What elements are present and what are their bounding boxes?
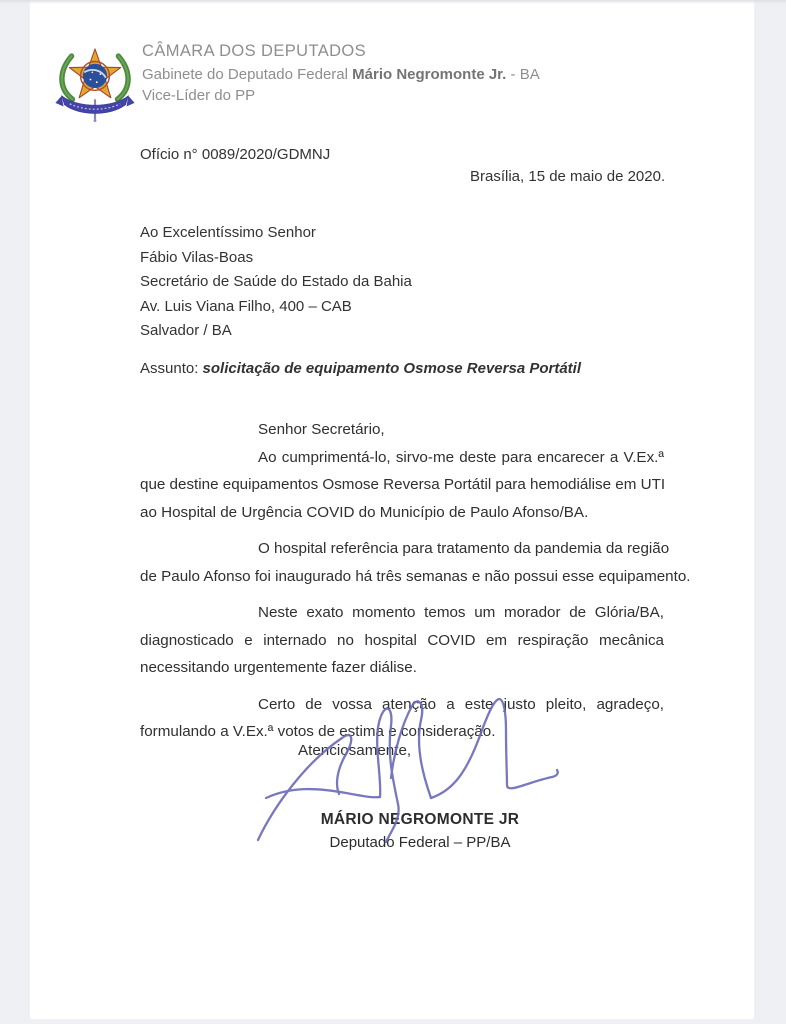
body-line: Certo de vossa atenção a este justo pleito, agradeço, bbox=[258, 695, 664, 713]
letterhead-org: CÂMARA DOS DEPUTADOS bbox=[142, 42, 367, 60]
body-line: que destine equipamentos Osmose Reversa Portátil para hemodiálise em UTI bbox=[140, 476, 666, 493]
recipient-line: Salvador / BA bbox=[140, 322, 232, 339]
recipient-line: Ao Excelentíssimo Senhor bbox=[140, 224, 316, 241]
letter-page bbox=[30, 0, 754, 1019]
body-line: Ao cumprimentá-lo, sirvo-me deste para encarecer a V.Ex.ª bbox=[258, 448, 664, 466]
valediction: Atenciosamente, bbox=[298, 742, 412, 759]
signer-name: MÁRIO NEGROMONTE JR bbox=[320, 811, 520, 828]
letterhead bbox=[142, 42, 540, 106]
oficio-number: Ofício n° 0089/2020/GDMNJ bbox=[140, 146, 331, 163]
recipient-line: Secretário de Saúde do Estado da Bahia bbox=[140, 273, 412, 290]
letterhead-role: Vice-Líder do PP bbox=[142, 87, 256, 104]
subject-label: Assunto: bbox=[140, 360, 203, 377]
recipient-line: Fábio Vilas-Boas bbox=[140, 248, 254, 266]
body-line: necessitando urgentemente fazer diálise. bbox=[140, 659, 417, 676]
dateline: Brasília, 15 de maio de 2020. bbox=[470, 168, 666, 185]
body-line: ao Hospital de Urgência COVID do Município de Paulo Afonso/BA. bbox=[140, 503, 589, 521]
body-line: O hospital referência para tratamento da pandemia da região bbox=[258, 540, 670, 557]
letterhead-office bbox=[142, 64, 540, 85]
recipient-block bbox=[140, 221, 412, 344]
brazil-coat-of-arms-icon bbox=[50, 36, 140, 123]
paragraph bbox=[140, 444, 664, 527]
paragraph bbox=[140, 599, 664, 682]
office-suffix: - BA bbox=[506, 66, 540, 83]
body-line: diagnosticado e internado no hospital COVID em respiração mecânica bbox=[140, 631, 664, 649]
office-prefix: Gabinete do Deputado Federal bbox=[142, 66, 353, 83]
paragraph bbox=[140, 691, 664, 746]
subject-value: solicitação de equipamento Osmose Reversa Portátil bbox=[202, 360, 582, 377]
paragraph bbox=[140, 535, 691, 590]
salutation: Senhor Secretário, bbox=[258, 421, 385, 438]
recipient-line: Av. Luis Viana Filho, 400 – CAB bbox=[140, 297, 352, 315]
subject-line bbox=[140, 360, 581, 377]
body-line: Neste exato momento temos um morador de Glória/BA, bbox=[258, 604, 664, 621]
signer-title: Deputado Federal – PP/BA bbox=[329, 834, 511, 851]
body-line: formulando a V.Ex.ª votos de estima e consideração. bbox=[140, 723, 496, 740]
signature-block bbox=[180, 808, 660, 854]
letter-body bbox=[140, 416, 691, 755]
office-deputy-name: Mário Negromonte Jr. bbox=[352, 66, 507, 83]
scan-top-edge bbox=[0, 0, 786, 4]
body-line: de Paulo Afonso foi inaugurado há três semanas e não possui esse equipamento. bbox=[140, 567, 691, 585]
